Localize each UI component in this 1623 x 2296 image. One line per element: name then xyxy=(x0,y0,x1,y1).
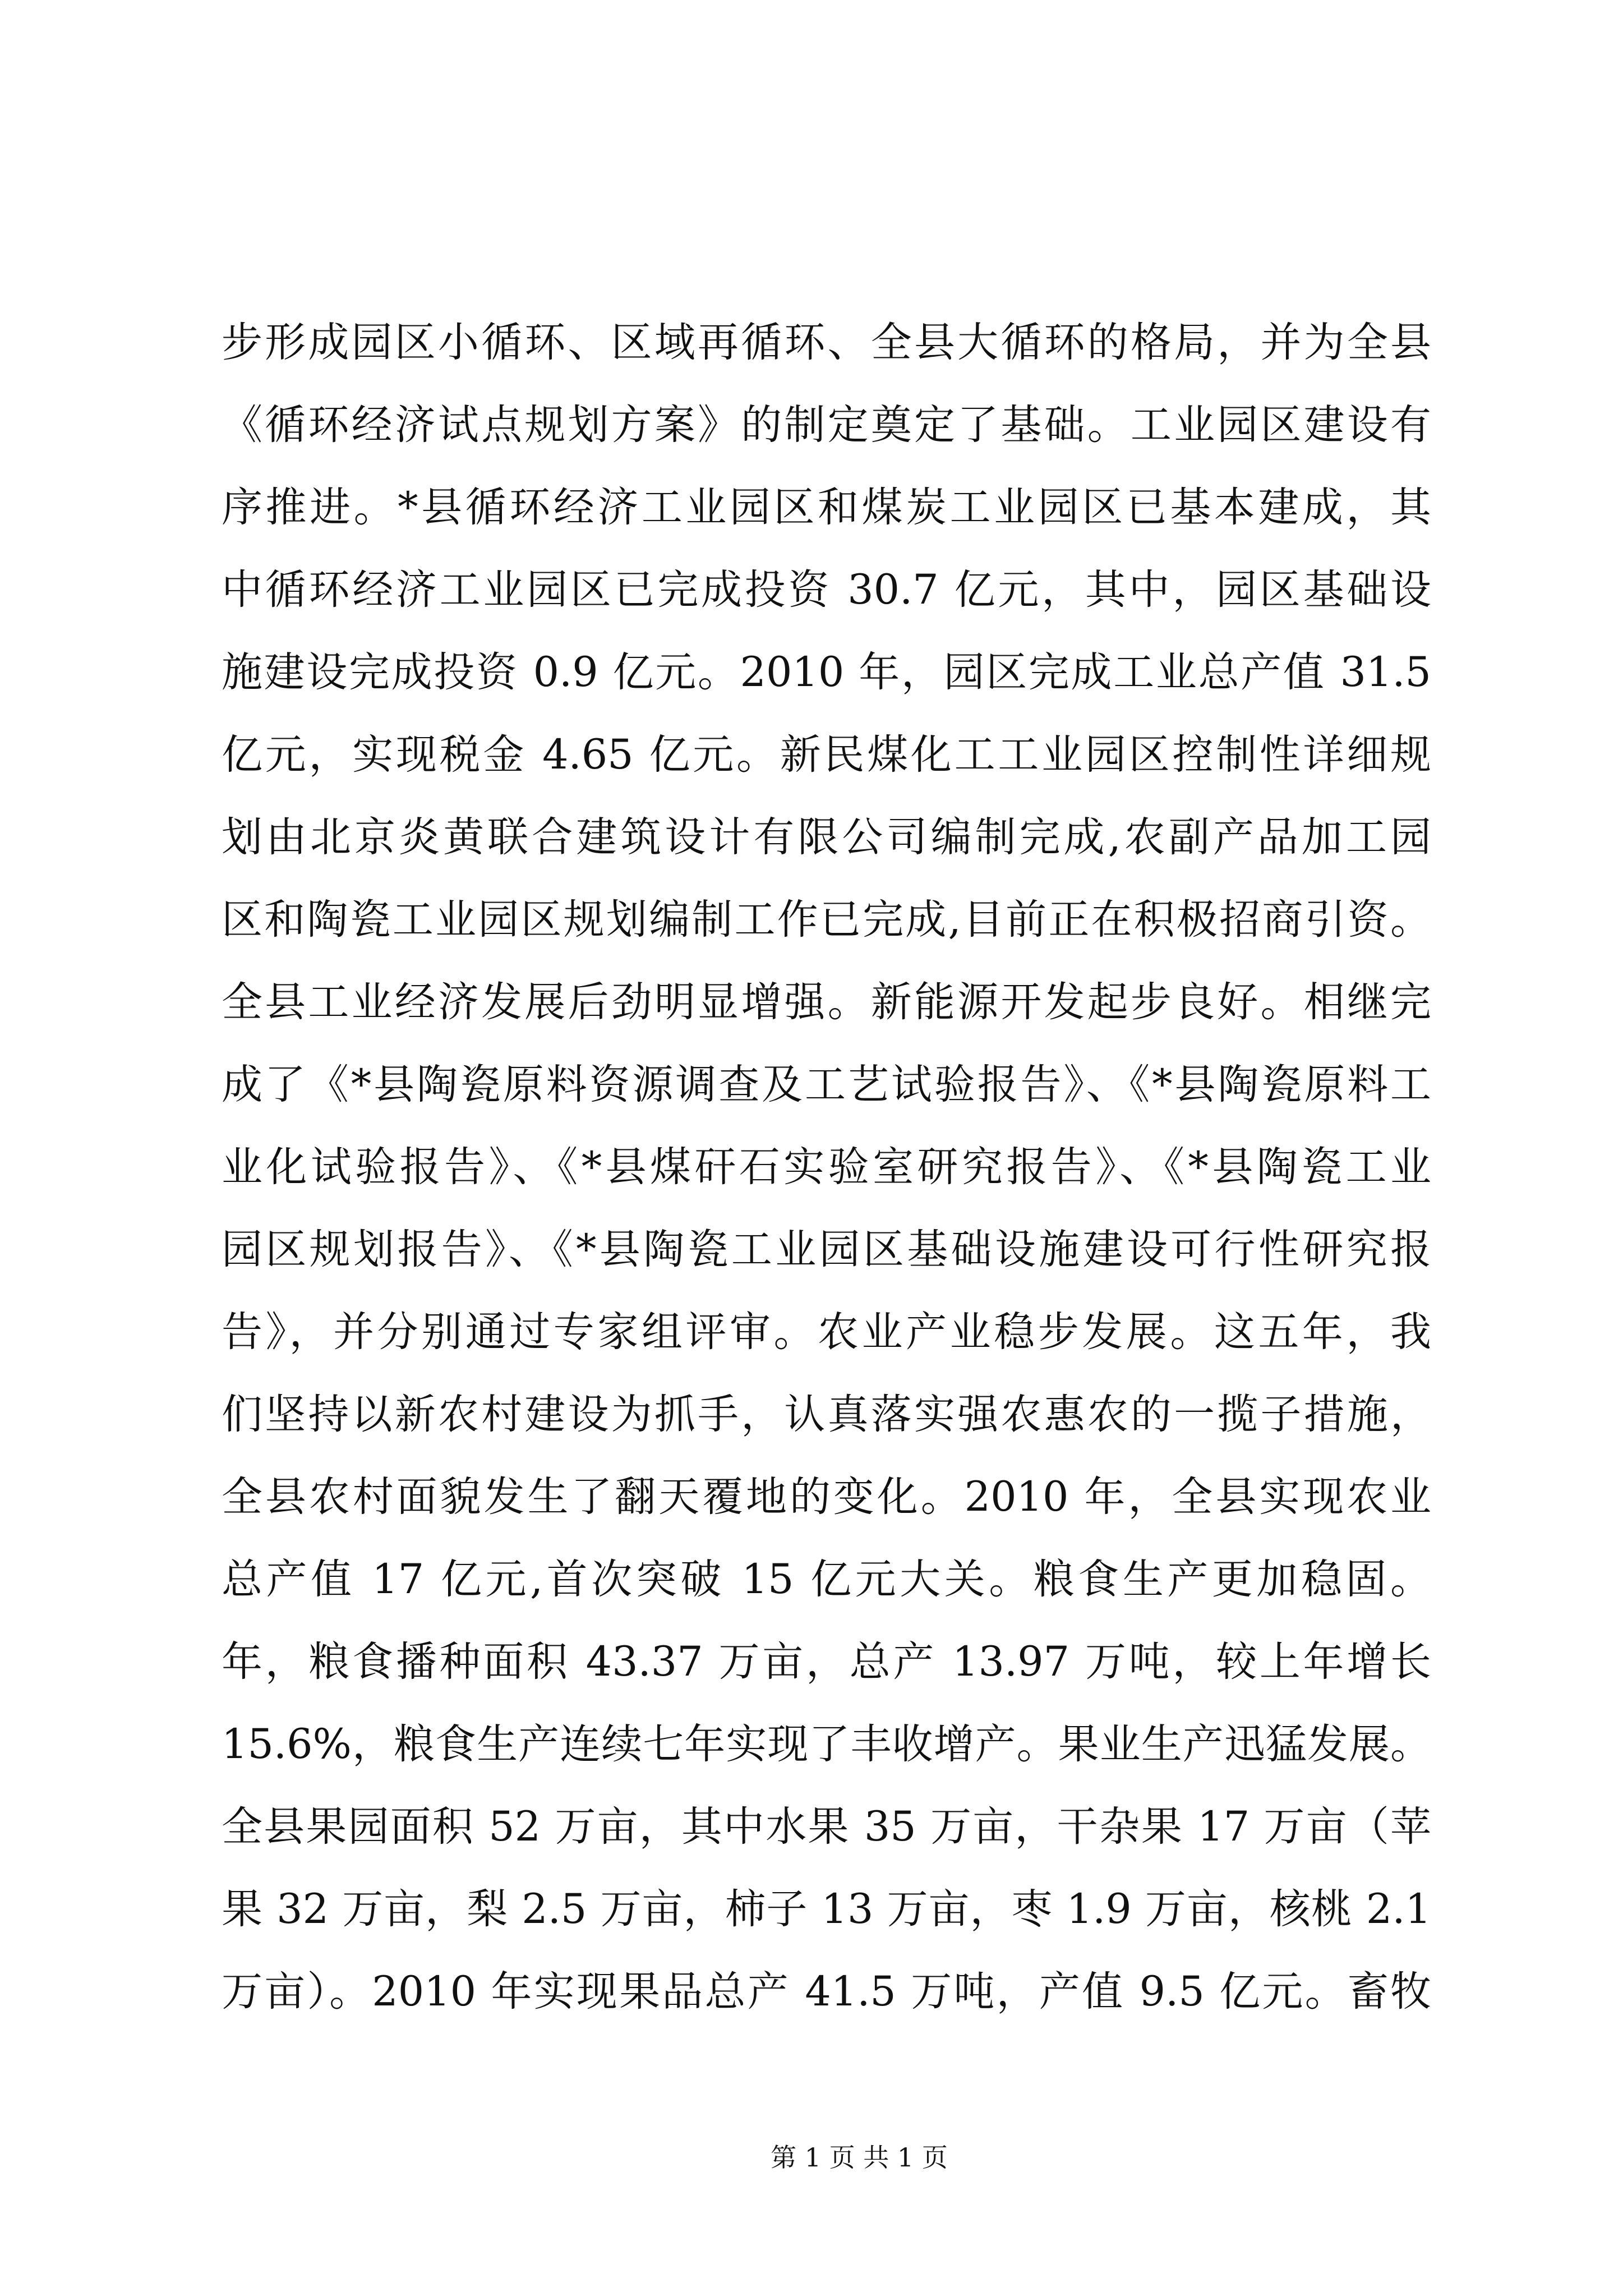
text-line: 业化试验报告》、《*县煤矸石实验室研究报告》、《*县陶瓷工业 xyxy=(222,1143,1431,1191)
text-line: 《循环经济试点规划方案》的制定奠定了基础。工业园区建设有 xyxy=(222,401,1431,449)
text-line: 15.6%，粮食生产连续七年实现了丰收增产。果业生产迅猛发展。 xyxy=(222,1720,1431,1768)
text-line: 全县工业经济发展后劲明显增强。新能源开发起步良好。相继完 xyxy=(222,978,1431,1026)
text-line: 划由北京炎黄联合建筑设计有限公司编制完成,农副产品加工园 xyxy=(222,813,1431,861)
text-line: 亿元，实现税金 4.65 亿元。新民煤化工工业园区控制性详细规 xyxy=(222,731,1431,779)
text-line: 果 32 万亩，梨 2.5 万亩，柿子 13 万亩，枣 1.9 万亩，核桃 2.1 xyxy=(222,1885,1431,1933)
text-line: 全县农村面貌发生了翻天覆地的变化。2010 年，全县实现农业 xyxy=(222,1473,1431,1521)
text-line: 总产值 17 亿元,首次突破 15 亿元大关。粮食生产更加稳固。 xyxy=(222,1556,1431,1603)
text-line: 施建设完成投资 0.9 亿元。2010 年，园区完成工业总产值 31.5 xyxy=(222,648,1431,696)
text-line: 步形成园区小循环、区域再循环、全县大循环的格局，并为全县 xyxy=(222,319,1431,366)
text-line: 全县果园面积 52 万亩，其中水果 35 万亩，干杂果 17 万亩（苹 xyxy=(222,1803,1431,1851)
text-line: 告》，并分别通过专家组评审。农业产业稳步发展。这五年，我 xyxy=(222,1308,1431,1356)
text-line: 万亩）。2010 年实现果品总产 41.5 万吨，产值 9.5 亿元。畜牧 xyxy=(222,1968,1431,2016)
text-line: 们坚持以新农村建设为抓手，认真落实强农惠农的一揽子措施， xyxy=(222,1391,1431,1438)
page-footer: 第 1 页 共 1 页 xyxy=(771,2142,948,2173)
text-line: 序推进。*县循环经济工业园区和煤炭工业园区已基本建成，其 xyxy=(222,484,1431,531)
text-line: 年，粮食播种面积 43.37 万亩，总产 13.97 万吨，较上年增长 xyxy=(222,1638,1431,1686)
text-line: 中循环经济工业园区已完成投资 30.7 亿元，其中，园区基础设 xyxy=(222,566,1431,614)
body-text xyxy=(222,301,1431,2033)
text-line: 区和陶瓷工业园区规划编制工作已完成,目前正在积极招商引资。 xyxy=(222,896,1431,944)
text-line: 成了《*县陶瓷原料资源调查及工艺试验报告》、《*县陶瓷原料工 xyxy=(222,1061,1431,1108)
text-line: 园区规划报告》、《*县陶瓷工业园区基础设施建设可行性研究报 xyxy=(222,1226,1431,1273)
